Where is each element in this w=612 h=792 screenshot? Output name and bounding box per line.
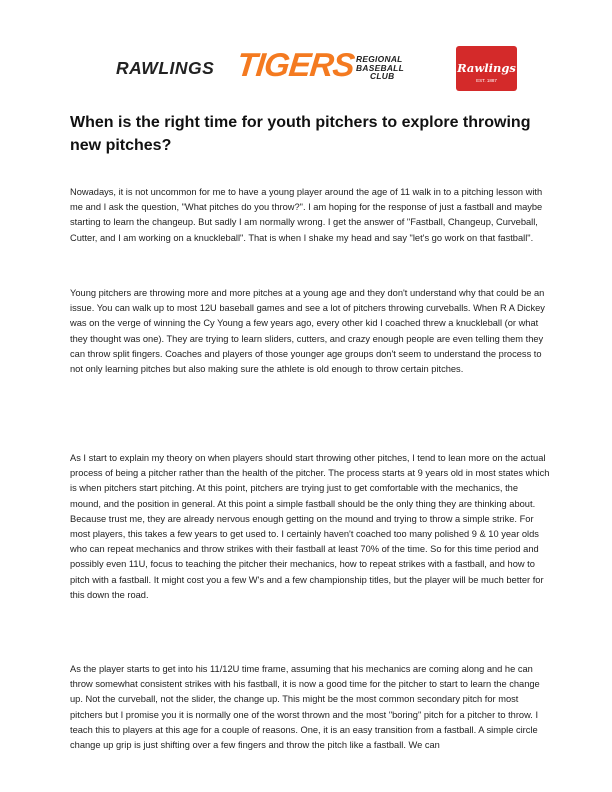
rawlings-script-label: Rawlings: [457, 61, 516, 75]
article-paragraph-4: As the player starts to get into his 11/12U time frame, assuming that his mechanics are coming along and he can throw somewhat consistent strikes with his fastball, it is now a good time for the pitcher to start to learn the change up. Not the curveball, not the slider, the change up. This might be the most common secondary pitch for most pitchers but I promise you it is normally one of the worst thrown and the most "boring" pitch for a pitcher to throw. I teach this to players at this age for a couple of reasons. One, it is an easy transition from a fastball. A simple circle change up grip is just shifting over a few fingers and throw the pitch like a fastball. We can: [70, 664, 540, 751]
header-logos: [116, 46, 516, 96]
article-paragraph-2: Young pitchers are throwing more and more pitches at a young age and they don't understand why that could be an issue. You can walk up to most 12U baseball games and see a lot of pitchers throwing curveballs. When R A Dickey was on the verge of winning the Cy Young a few years ago, every other kid I coached threw a knuckleball (or what they thought was one). They are trying to learn sliders, cutters, and crazy enough people are even telling them they can throw split fingers. Coaches and players of those younger age groups don't seem to understand the process to not only learning pitches but also making sure the athlete is old enough to throw certain pitches.: [70, 288, 545, 375]
article-title: When is the right time for youth pitchers to explore throwing new pitches?: [70, 114, 531, 154]
baseball-label: BASEBALL: [356, 62, 404, 73]
regional-label: REGIONAL: [356, 54, 403, 64]
tigers-wordmark: TIGERS: [235, 46, 356, 83]
club-label: CLUB: [370, 71, 395, 82]
rawlings-badge-logo: [456, 46, 517, 91]
article-paragraph-3: As I start to explain my theory on when players should start throwing other pitches, I tend to lean more on the actual process of being a pitcher rather than the health of the pitcher. The process starts at 9 years old in most states which is when pitchers start pitching. At this point, pitchers are trying just to get comfortable with the mechanics, the mound, and the position in general. At this point a simple fastball should be the only thing they are thinking about. Because trust me, they are already nervous enough getting on the mound and trying to throw a simple strike. For most players, this takes a few years to get used to. I certainly haven't coached too many polished 9 & 10 year olds who can repeat mechanics and throw strikes with their fastball at least 70% of the time. So for this time period and possibly even 11U, focus to teaching the pitcher their mechanics, how to repeat strikes with a fastball, and how to pitch with a fastball. It might cost you a few W's and a few championship titles, but the player will be much better for this down the road.: [70, 453, 550, 600]
established-label: EST. 1887: [476, 78, 497, 83]
rawlings-wordmark: RAWLINGS: [116, 58, 215, 78]
regional-baseball-club-text: [356, 55, 404, 81]
article-paragraph-1: Nowadays, it is not uncommon for me to have a young player around the age of 11 walk in to a pitching lesson with me and I ask the question, "What pitches do you throw?". I am hoping for the response of just a fastball and maybe starting to learn the changeup. But sadly I am normally wrong. I get the answer of "Fastball, Changeup, Curveball, Cutter, and I am working on a knuckleball". That is when I shake my head and say "let's go work on that fastball".: [70, 187, 543, 243]
